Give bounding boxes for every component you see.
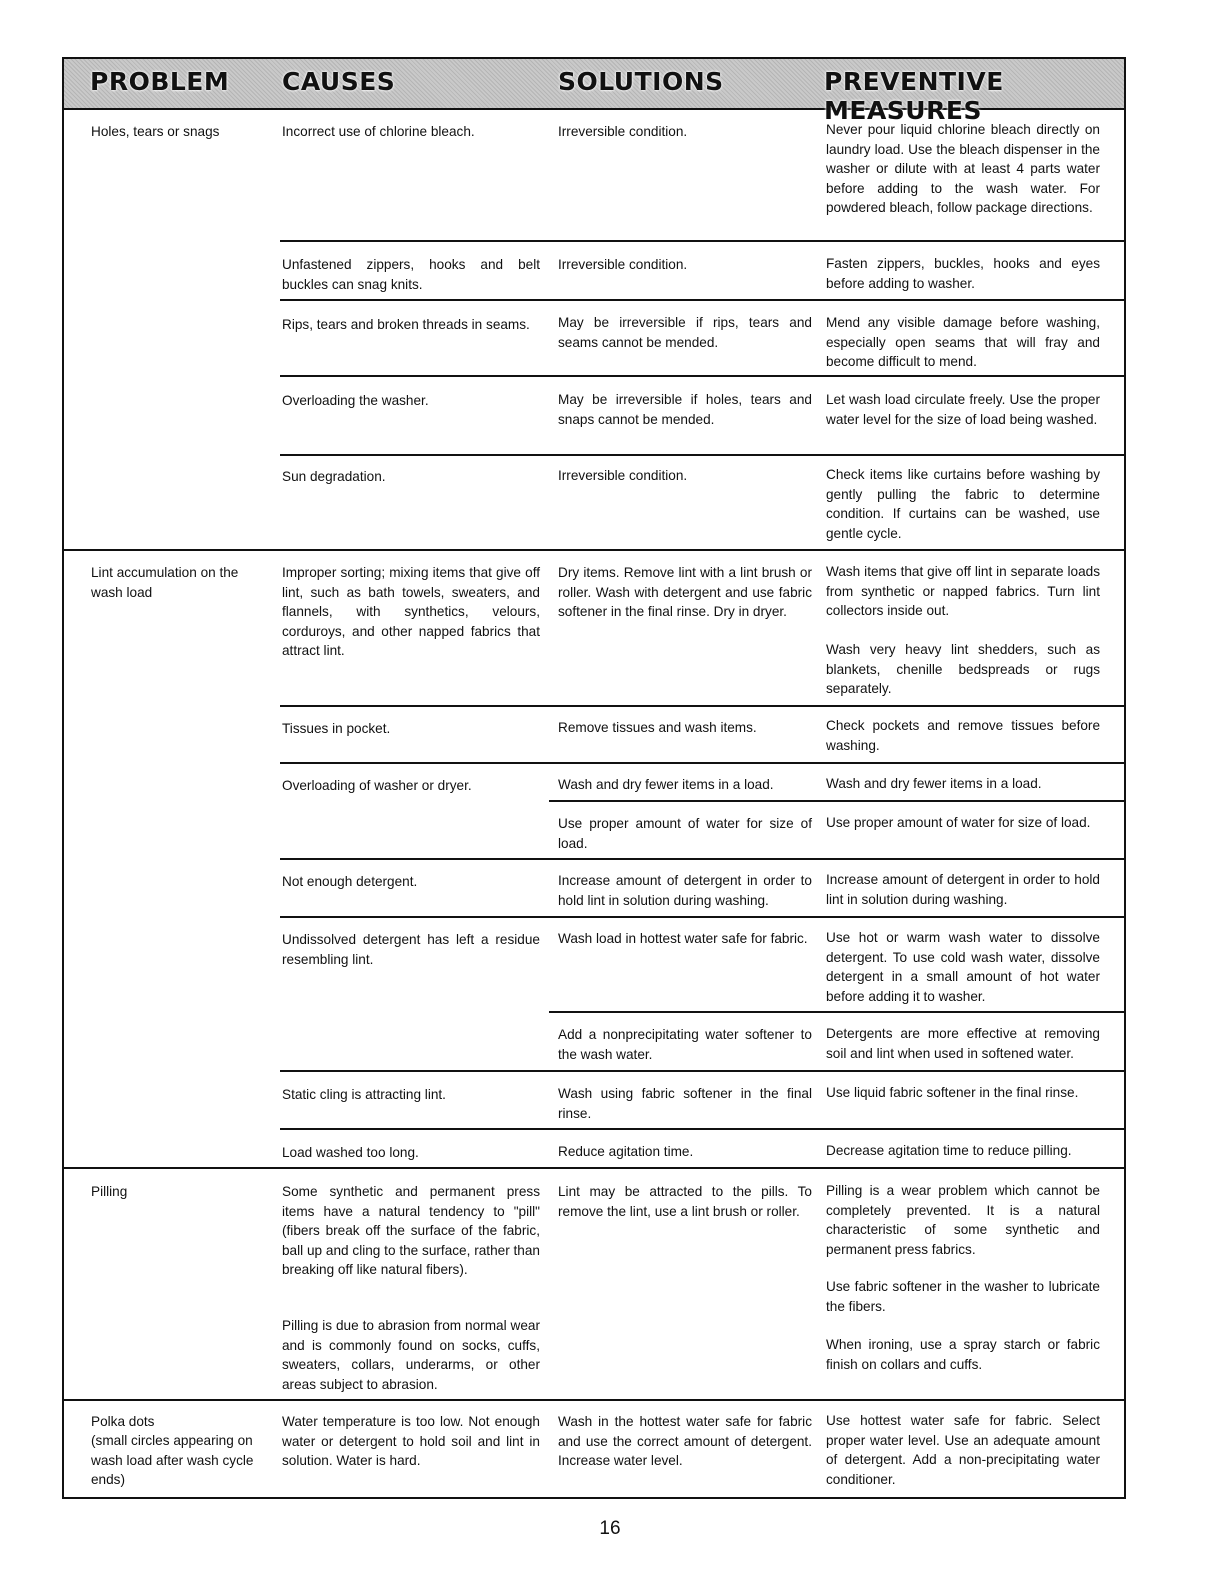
problem-polka-dots: Polka dots <box>91 1414 155 1429</box>
cause-cell-second: Pilling is due to abrasion from normal wear and is commonly found on socks, cuffs, sweaters, collars, underarms, or other areas subject to abrasion. <box>282 1318 540 1392</box>
header-problem: PROBLEM <box>90 67 230 96</box>
solution-cell: Irreversible condition. <box>558 124 688 139</box>
row-divider <box>280 240 1126 242</box>
cause-cell: Load washed too long. <box>282 1145 419 1160</box>
preventive-cell: Fasten zippers, buckles, hooks and eyes before adding to washer. <box>826 256 1100 291</box>
preventive-cell-third: When ironing, use a spray starch or fabric finish on collars and cuffs. <box>826 1337 1100 1372</box>
preventive-cell: Let wash load circulate freely. Use the proper water level for the size of load being washed. <box>826 392 1100 427</box>
group-divider <box>64 1167 1126 1169</box>
header-solutions: SOLUTIONS <box>558 67 724 96</box>
cause-cell: Tissues in pocket. <box>282 721 391 736</box>
header-causes: CAUSES <box>282 67 396 96</box>
preventive-cell: Never pour liquid chlorine bleach directly on laundry load. Use the bleach dispenser in the washer or dilute with at least 4 parts water before adding to the wash water. For powdered bleach, follow package directions. <box>826 122 1100 215</box>
solution-cell: Irreversible condition. <box>558 468 688 483</box>
cause-cell: Improper sorting; mixing items that give off lint, such as bath towels, sweaters, and flannels, with synthetics, velours, corduroys, and other napped fabrics that attract lint. <box>282 565 540 658</box>
cause-cell: Overloading of washer or dryer. <box>282 778 472 793</box>
row-divider <box>280 1128 1126 1130</box>
cause-cell: Not enough detergent. <box>282 874 418 889</box>
problem-lint-accumulation: Lint accumulation on the wash load <box>91 565 239 600</box>
solution-cell: Wash and dry fewer items in a load. <box>558 777 774 792</box>
preventive-cell: Use liquid fabric softener in the final rinse. <box>826 1085 1079 1100</box>
preventive-cell: Increase amount of detergent in order to hold lint in solution during washing. <box>826 872 1100 907</box>
row-divider <box>280 762 1126 764</box>
cause-cell: Unfastened zippers, hooks and belt buckles can snag knits. <box>282 257 540 292</box>
group-divider <box>64 549 1126 551</box>
row-divider <box>280 375 1126 377</box>
solution-cell: Reduce agitation time. <box>558 1144 694 1159</box>
solution-cell: Wash in the hottest water safe for fabric and use the correct amount of detergent. Increase water level. <box>558 1414 812 1468</box>
row-divider <box>280 916 1126 918</box>
solution-cell: May be irreversible if rips, tears and seams cannot be mended. <box>558 315 812 350</box>
solution-cell: Wash load in hottest water safe for fabric. <box>558 931 808 946</box>
row-divider <box>280 1070 1126 1072</box>
solution-cell: Lint may be attracted to the pills. To remove the lint, use a lint brush or roller. <box>558 1184 812 1219</box>
preventive-cell: Pilling is a wear problem which cannot be completely prevented. It is a natural characteristic of some synthetic and permanent press fabrics. <box>826 1183 1100 1257</box>
page-number: 16 <box>599 1518 621 1539</box>
table-header <box>64 59 1124 125</box>
solution-cell: Remove tissues and wash items. <box>558 720 757 735</box>
preventive-cell-second: Wash very heavy lint shedders, such as blankets, chenille bedspreads or rugs separately. <box>826 642 1100 696</box>
cause-cell: Water temperature is too low. Not enough water or detergent to hold soil and lint in solution. Water is hard. <box>282 1414 540 1468</box>
row-divider <box>280 705 1126 707</box>
preventive-cell: Detergents are more effective at removing soil and lint when used in softened water. <box>826 1026 1100 1061</box>
preventive-cell: Wash and dry fewer items in a load. <box>826 776 1042 791</box>
row-divider <box>280 858 1126 860</box>
preventive-cell: Wash items that give off lint in separate loads from synthetic or napped fabrics. Turn lint collectors inside out. <box>826 564 1100 618</box>
group-divider <box>64 1399 1126 1401</box>
problem-polka-dots-note: (small circles appearing on wash load after wash cycle ends) <box>91 1433 254 1487</box>
preventive-cell: Decrease agitation time to reduce pilling. <box>826 1143 1072 1158</box>
preventive-cell-second: Use fabric softener in the washer to lubricate the fibers. <box>826 1279 1100 1314</box>
cause-cell: Some synthetic and permanent press items have a natural tendency to "pill" (fibers break off the surface of the fabric, ball up and cling to the surface, rather than breaking off like natural fibers). <box>282 1184 540 1277</box>
solution-cell: Dry items. Remove lint with a lint brush or roller. Wash with detergent and use fabric softener in the final rinse. Dry in dryer. <box>558 565 812 619</box>
solution-cell: Add a nonprecipitating water softener to the wash water. <box>558 1027 812 1062</box>
cause-cell: Static cling is attracting lint. <box>282 1087 446 1102</box>
preventive-cell: Mend any visible damage before washing, especially open seams that will fray and become difficult to mend. <box>826 315 1100 369</box>
preventive-cell: Check pockets and remove tissues before washing. <box>826 718 1100 753</box>
solution-cell: Use proper amount of water for size of load. <box>558 816 812 851</box>
preventive-cell: Use hottest water safe for fabric. Select proper water level. Use an adequate amount of detergent. Add a non-precipitating water conditioner. <box>826 1413 1100 1487</box>
row-divider <box>280 454 1126 456</box>
solution-cell: Irreversible condition. <box>558 257 688 272</box>
preventive-cell: Use hot or warm wash water to dissolve detergent. To use cold wash water, dissolve detergent in a small amount of hot water before adding it to washer. <box>826 930 1100 1004</box>
row-divider <box>549 1011 1126 1013</box>
cause-cell: Undissolved detergent has left a residue resembling lint. <box>282 932 540 967</box>
preventive-cell: Use proper amount of water for size of load. <box>826 815 1091 830</box>
preventive-cell: Check items like curtains before washing by gently pulling the fabric to determine condition. If curtains can be washed, use gentle cycle. <box>826 467 1100 541</box>
solution-cell: Wash using fabric softener in the final rinse. <box>558 1086 812 1121</box>
header-preventive-measures: PREVENTIVE MEASURES <box>824 67 1004 125</box>
solution-cell: May be irreversible if holes, tears and snaps cannot be mended. <box>558 392 812 427</box>
cause-cell: Sun degradation. <box>282 469 386 484</box>
problem-holes-tears-snags: Holes, tears or snags <box>91 124 220 139</box>
row-divider <box>549 800 1126 802</box>
problem-pilling: Pilling <box>91 1184 128 1199</box>
solution-cell: Increase amount of detergent in order to hold lint in solution during washing. <box>558 873 812 908</box>
troubleshooting-table <box>62 57 1126 1499</box>
cause-cell: Incorrect use of chlorine bleach. <box>282 124 475 139</box>
cause-cell: Overloading the washer. <box>282 393 429 408</box>
cause-cell: Rips, tears and broken threads in seams. <box>282 317 530 332</box>
row-divider <box>280 299 1126 301</box>
